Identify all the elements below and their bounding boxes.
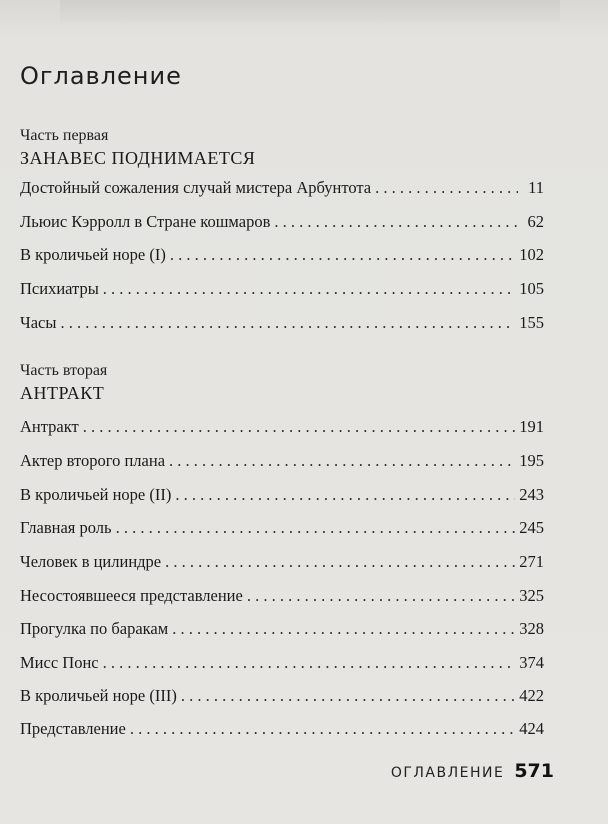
- toc-entry[interactable]: [20, 617, 544, 641]
- toc-entry-page: 62: [527, 212, 544, 231]
- toc-entry-title: В кроличьей норе (III): [20, 686, 177, 705]
- toc-entry[interactable]: [20, 684, 544, 708]
- toc-entry-page: 195: [519, 451, 544, 470]
- toc-entry-title: Часы: [20, 313, 57, 332]
- part-2-label: Часть вторая: [20, 362, 108, 379]
- toc-entry[interactable]: [20, 311, 544, 335]
- toc-entry-title: Человек в цилиндре: [20, 552, 162, 571]
- toc-entry[interactable]: [20, 277, 544, 301]
- leader-dots: [165, 550, 515, 574]
- toc-entry-title: В кроличьей норе (I): [20, 245, 166, 264]
- toc-entry-title: Льюис Кэрролл в Стране кошмаров: [20, 212, 271, 231]
- leader-dots: [172, 617, 515, 641]
- toc-entry[interactable]: [20, 243, 544, 267]
- toc-entry[interactable]: [20, 516, 544, 540]
- part-1-title: ЗАНАВЕС ПОДНИМАЕТСЯ: [20, 148, 256, 168]
- toc-entry[interactable]: [20, 584, 544, 608]
- bleed-through-text: [60, 0, 560, 22]
- toc-entry-page: 271: [519, 552, 544, 571]
- toc-entry-title: Представление: [20, 719, 126, 738]
- toc-entry-title: Прогулка по баракам: [20, 619, 169, 638]
- leader-dots: [83, 415, 516, 439]
- leader-dots: [169, 449, 515, 473]
- toc-entry[interactable]: [20, 717, 544, 741]
- toc-entry-title: Несостоявшееся представление: [20, 586, 243, 605]
- leader-dots: [175, 483, 515, 507]
- leader-dots: [60, 311, 515, 335]
- page-number: 571: [514, 760, 554, 782]
- toc-entry[interactable]: [20, 415, 544, 439]
- leader-dots: [130, 717, 515, 741]
- toc-entry-page: 325: [519, 586, 544, 605]
- toc-entry-page: 422: [519, 686, 544, 705]
- leader-dots: [103, 651, 516, 675]
- toc-entry-title: Актер второго плана: [20, 451, 166, 470]
- toc-entry-title: Антракт: [20, 417, 79, 436]
- leader-dots: [247, 584, 515, 608]
- leader-dots: [375, 176, 518, 200]
- toc-entry-title: Мисс Понс: [20, 653, 99, 672]
- toc-entry[interactable]: [20, 550, 544, 574]
- leader-dots: [103, 277, 515, 301]
- toc-entry-page: 328: [519, 619, 544, 638]
- part-2-title: АНТРАКТ: [20, 383, 105, 403]
- toc-entry-title: В кроличьей норе (II): [20, 485, 172, 504]
- page-title: Оглавление: [20, 62, 182, 90]
- toc-entry-page: 102: [519, 245, 544, 264]
- toc-entry-title: Главная роль: [20, 518, 112, 537]
- toc-entry-page: 243: [519, 485, 544, 504]
- toc-entry-page: 155: [519, 313, 544, 332]
- leader-dots: [116, 516, 516, 540]
- footer-label: ОГЛАВЛЕНИЕ: [390, 765, 505, 781]
- toc-entry-title: Достойный сожаления случай мистера Арбунтота: [20, 178, 372, 197]
- toc-entry-page: 245: [519, 518, 544, 537]
- toc-entry-title: Психиатры: [20, 279, 99, 298]
- toc-entry-page: 105: [519, 279, 544, 298]
- toc-entry[interactable]: [20, 483, 544, 507]
- toc-entry[interactable]: [20, 651, 544, 675]
- part-1-label: Часть первая: [20, 127, 109, 144]
- toc-entry[interactable]: [20, 176, 544, 200]
- toc-entry-page: 374: [519, 653, 544, 672]
- toc-entry-page: 191: [519, 417, 544, 436]
- toc-entry[interactable]: [20, 210, 544, 234]
- leader-dots: [274, 210, 518, 234]
- leader-dots: [170, 243, 515, 267]
- toc-entry[interactable]: [20, 449, 544, 473]
- toc-entry-page: 11: [528, 178, 544, 197]
- running-footer: [391, 760, 554, 782]
- leader-dots: [181, 684, 515, 708]
- toc-entry-page: 424: [519, 719, 544, 738]
